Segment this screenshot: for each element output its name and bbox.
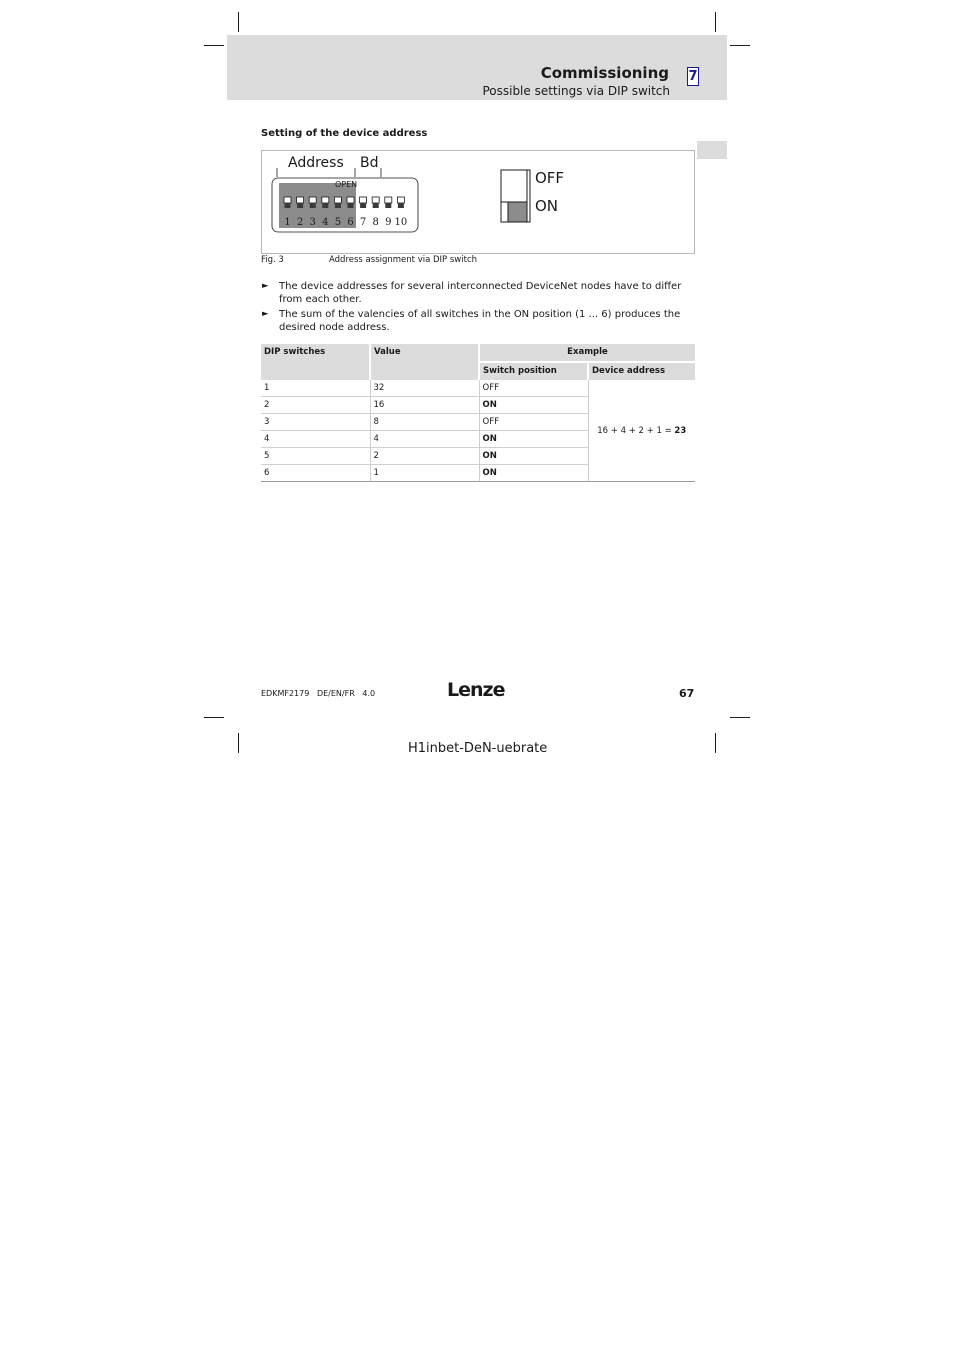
chapter-title: Commissioning	[540, 64, 669, 82]
header-example: Example	[479, 344, 695, 362]
cell-value: 8	[370, 414, 479, 431]
dip-switch-table	[261, 344, 695, 482]
switch-knob-9	[385, 203, 391, 208]
cell-dip: 2	[261, 397, 370, 414]
switch-knob-3	[310, 203, 316, 208]
switch-number-7: 7	[359, 217, 367, 228]
switch-knob-8	[373, 203, 379, 208]
device-address-result: 23	[674, 425, 687, 436]
header-value: Value	[370, 344, 479, 380]
crop-mark	[204, 45, 224, 46]
switch-number-4: 4	[322, 217, 329, 228]
figure-number: Fig. 3	[261, 255, 284, 265]
header-device-address: Device address	[588, 362, 695, 380]
cell-device-address	[588, 380, 695, 482]
bottom-file-label: H1inbet-DeN-uebrate	[408, 741, 548, 756]
crop-mark	[715, 733, 716, 753]
page-number: 67	[679, 687, 695, 700]
switch-slider-5	[334, 197, 341, 203]
bullet-arrow-icon: ►	[262, 281, 269, 291]
open-label: OPEN	[335, 180, 358, 189]
cell-dip: 3	[261, 414, 370, 431]
switch-slider-8	[372, 197, 379, 203]
chapter-number-badge: 7	[688, 69, 698, 84]
switch-slider-1	[284, 197, 291, 203]
footer-document-id: EDKMF2179 DE/EN/FR 4.0	[261, 689, 376, 698]
on-label: ON	[535, 197, 559, 215]
cell-value: 32	[370, 380, 479, 397]
cell-dip: 4	[261, 431, 370, 448]
cell-value: 1	[370, 465, 479, 482]
crop-mark	[204, 717, 224, 718]
dip-switch-figure	[261, 150, 695, 254]
crop-mark	[715, 12, 716, 32]
switch-slider-6	[347, 197, 354, 203]
switch-number-8: 8	[372, 217, 379, 228]
cell-position: ON	[479, 431, 588, 448]
cell-value: 4	[370, 431, 479, 448]
cell-value: 2	[370, 448, 479, 465]
bullet-arrow-icon: ►	[262, 309, 269, 319]
switch-slider-10	[397, 197, 404, 203]
header-dip-switches: DIP switches	[261, 344, 370, 380]
switch-slider-3	[309, 197, 316, 203]
table-row	[261, 380, 695, 397]
switch-slider-7	[360, 197, 367, 203]
toggle-on-fill	[508, 202, 527, 222]
off-label: OFF	[535, 169, 565, 187]
cell-position: ON	[479, 448, 588, 465]
cell-dip: 1	[261, 380, 370, 397]
cell-position: OFF	[479, 414, 588, 431]
bullet-text: The device addresses for several interconnected DeviceNet nodes have to differ from each other.	[279, 281, 682, 305]
switch-number-6: 6	[347, 217, 354, 228]
cell-dip: 6	[261, 465, 370, 482]
switch-number-1: 1	[284, 217, 291, 228]
crop-mark	[238, 733, 239, 753]
switch-number-3: 3	[309, 217, 316, 228]
switch-number-5: 5	[334, 217, 342, 228]
bd-label: Bd	[360, 155, 379, 171]
cell-value: 16	[370, 397, 479, 414]
switch-knob-7	[360, 203, 366, 208]
dip-switch-diagram	[262, 151, 694, 253]
switch-knob-6	[348, 203, 354, 208]
switch-slider-2	[297, 197, 304, 203]
cell-dip: 5	[261, 448, 370, 465]
switch-slider-9	[385, 197, 392, 203]
switch-number-2: 2	[296, 217, 304, 228]
toggle-lever	[501, 170, 527, 202]
device-address-sum: 16 + 4 + 2 + 1 =	[597, 425, 675, 436]
cell-position: ON	[479, 397, 588, 414]
switch-slider-4	[322, 197, 329, 203]
figure-caption: Address assignment via DIP switch	[329, 255, 478, 265]
lenze-logo: Lenze	[447, 679, 505, 701]
switch-knob-10	[398, 203, 404, 208]
switch-number-10: 10	[394, 217, 408, 228]
switch-knob-4	[322, 203, 328, 208]
cell-position: OFF	[479, 380, 588, 397]
address-label: Address	[288, 155, 344, 171]
switch-knob-2	[297, 203, 303, 208]
side-tab-marker	[697, 141, 727, 159]
cell-position: ON	[479, 465, 588, 482]
crop-mark	[730, 717, 750, 718]
bullet-text: The sum of the valencies of all switches in the ON position (1 ... 6) produces the desired node address.	[279, 309, 681, 333]
crop-mark	[238, 12, 239, 32]
crop-mark	[730, 45, 750, 46]
switch-knob-1	[285, 203, 291, 208]
section-heading: Setting of the device address	[261, 128, 428, 139]
chapter-subtitle: Possible settings via DIP switch	[482, 84, 670, 98]
switch-number-9: 9	[385, 217, 392, 228]
switch-knob-5	[335, 203, 341, 208]
header-switch-position: Switch position	[479, 362, 588, 380]
